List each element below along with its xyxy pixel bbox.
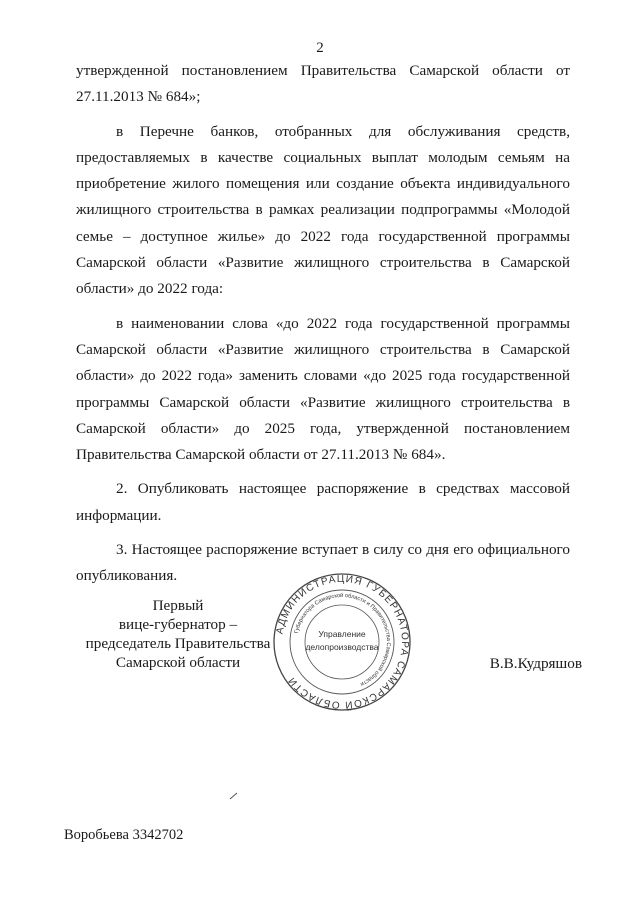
stamp-inner-line: Управление: [318, 629, 366, 639]
page-number: 2: [316, 40, 324, 56]
paragraph-continuation: утвержденной постановлением Правительства Самарской области от 27.11.2013 № 684»;: [76, 62, 570, 106]
signatory-title-line: Самарской области: [115, 654, 241, 671]
signatory-title-line: Первый: [152, 597, 204, 614]
executor-note: Воробьева 3342702: [64, 827, 184, 843]
stamp-outer-text: АДМИНИСТРАЦИЯ ГУБЕРНАТОРА САМАРСКОЙ ОБЛАСТИ: [274, 573, 411, 711]
document-body: [76, 58, 570, 590]
signatory-title-line: председатель Правительства: [85, 635, 271, 652]
paragraph-name-change: в наименовании слова «до 2022 года государственной программы Самарской области «Развитие жилищного строительства в Самарской области» до 2022 года» заменить словами «до 2025 года государственной программы Самарской области «Развитие жилищного строительства в Самарской области» до 2025 года, утвержденной постановлением Правительства Самарской области от 27.11.2013 № 684».: [76, 314, 570, 464]
paragraph-publish: 2. Опубликовать настоящее распоряжение в средствах массовой информации.: [76, 480, 570, 524]
signatory-title: [84, 596, 272, 672]
paragraph-bank-list: в Перечне банков, отобранных для обслуживания средств, предоставляемых в качестве социальных выплат молодым семьям на приобретение жилого помещения или создание объекта индивидуального жилищного строительства в рамках реализации подпрограммы «Молодой семье – доступное жилье» до 2022 года государственной программы Самарской области «Развитие жилищного строительства в Самарской области» до 2022 года:: [76, 122, 570, 298]
signatory-title-line: вице-губернатор –: [118, 616, 238, 633]
stray-mark: [229, 791, 239, 804]
stamp-middle-text: Губернатора Самарской области и Правительства Самарской области: [293, 592, 392, 687]
stamp-inner-line: делопроизводства: [305, 642, 379, 652]
official-stamp: [272, 572, 412, 712]
paragraph-effective: 3. Настоящее распоряжение вступает в силу со дня его официального опубликования.: [76, 541, 570, 585]
signatory-name: В.В.Кудряшов: [489, 655, 582, 672]
